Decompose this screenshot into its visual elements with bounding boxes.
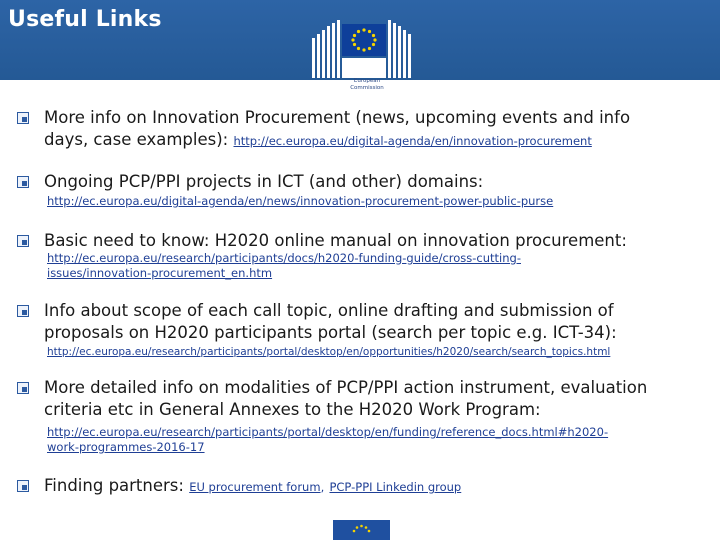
pcp-ppi-linkedin-link[interactable]: PCP-PPI Linkedin group <box>329 480 462 494</box>
eu-procurement-forum-link[interactable]: EU procurement forum <box>189 480 321 494</box>
h2020-manual-link[interactable]: http://ec.europa.eu/research/participants/docs/h2020-funding-guide/cross-cutting- issues/innovation-procurement_en.htm <box>47 251 521 280</box>
list-item <box>17 377 707 423</box>
pcp-ppi-projects-link[interactable]: http://ec.europa.eu/digital-agenda/en/news/innovation-procurement-power-public-purse <box>47 194 554 208</box>
list-item <box>17 107 707 157</box>
bullet-icon <box>17 235 29 247</box>
logo-caption: European Commission <box>350 78 384 91</box>
bullet-icon <box>17 176 29 188</box>
item-text: More detailed info on modalities of PCP/PPI action instrument, evaluation <box>44 378 648 397</box>
item-text: Info about scope of each call topic, online drafting and submission of <box>44 301 614 320</box>
participants-portal-search-link[interactable]: http://ec.europa.eu/research/participants/portal/desktop/en/opportunities/h2020/search/search_topics.html <box>47 346 611 358</box>
item-text-line2: criteria etc in General Annexes to the H2020 Work Program: <box>44 400 541 419</box>
bullet-icon <box>17 112 29 124</box>
innovation-procurement-link[interactable]: http://ec.europa.eu/digital-agenda/en/innovation-procurement <box>233 134 592 148</box>
bullet-icon <box>17 480 29 492</box>
work-programmes-link[interactable]: http://ec.europa.eu/research/participants/portal/desktop/en/funding/reference_docs.html#h2020- work-programmes-2016-17 <box>47 425 609 454</box>
item-text: Finding partners: EU procurement forum, PCP-PPI Linkedin group <box>44 476 462 495</box>
page-title: Useful Links <box>8 7 162 32</box>
item-text-line2: proposals on H2020 participants portal (search per topic e.g. ICT-34): <box>44 323 617 342</box>
item-text: More info on Innovation Procurement (news, upcoming events and info <box>44 108 631 127</box>
item-text: Ongoing PCP/PPI projects in ICT (and other) domains: <box>44 172 484 191</box>
list-item <box>17 475 707 499</box>
list-item <box>17 300 707 346</box>
bullet-icon <box>17 382 29 394</box>
item-text-line2: days, case examples): http://ec.europa.eu/digital-agenda/en/innovation-procurement <box>44 130 592 149</box>
eu-flag-strip <box>333 520 390 540</box>
bullet-icon <box>17 305 29 317</box>
item-text: Basic need to know: H2020 online manual on innovation procurement: <box>44 231 627 250</box>
